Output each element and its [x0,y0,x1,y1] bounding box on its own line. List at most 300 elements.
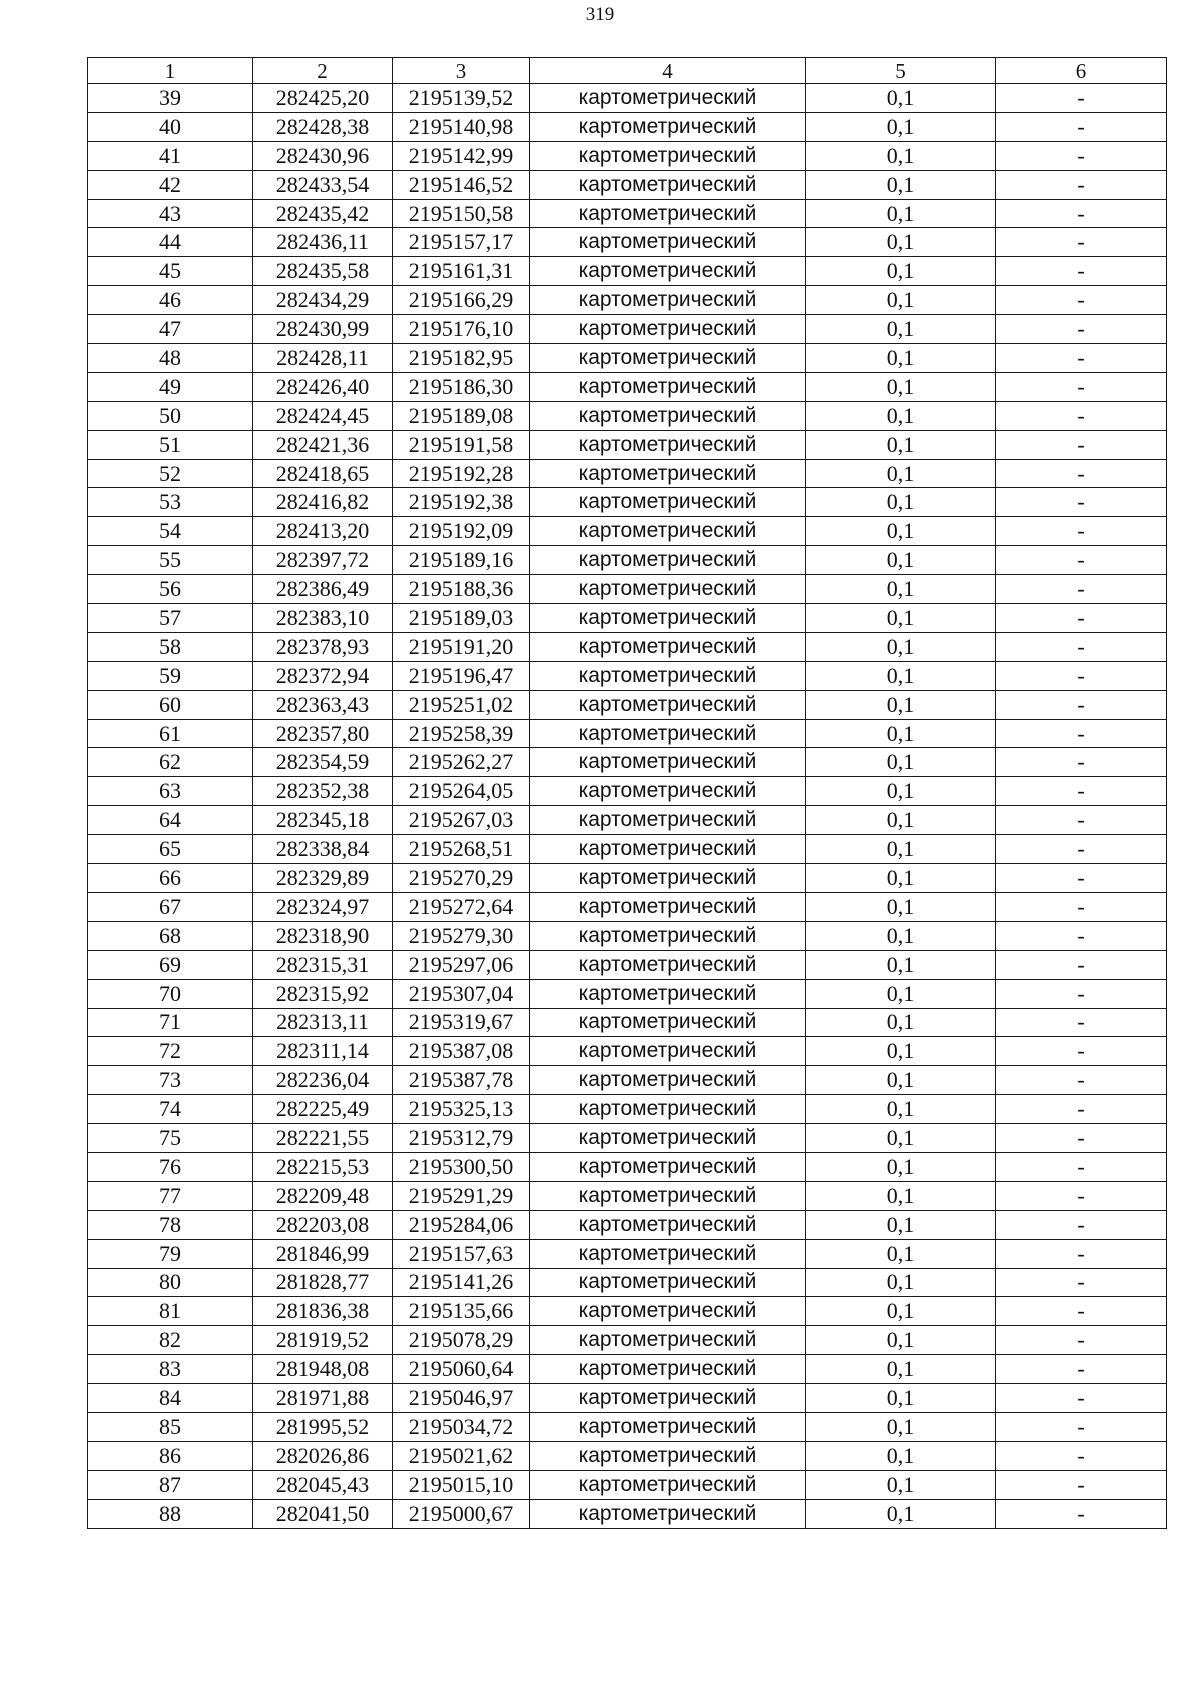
x-coordinate-cell: 281919,52 [253,1326,393,1355]
method-cell: картометрический [530,950,806,979]
method-cell: картометрический [530,719,806,748]
method-cell: картометрический [530,228,806,257]
table-row [88,430,1167,459]
x-coordinate-cell: 282413,20 [253,517,393,546]
note-cell: - [996,257,1167,286]
table-row [88,1008,1167,1037]
accuracy-cell: 0,1 [806,112,996,141]
point-number-cell: 81 [88,1297,253,1326]
accuracy-cell: 0,1 [806,1152,996,1181]
y-coordinate-cell: 2195140,98 [393,112,530,141]
x-coordinate-cell: 282435,42 [253,199,393,228]
table-row [88,604,1167,633]
accuracy-cell: 0,1 [806,921,996,950]
accuracy-cell: 0,1 [806,488,996,517]
accuracy-cell: 0,1 [806,1037,996,1066]
point-number-cell: 52 [88,459,253,488]
note-cell: - [996,141,1167,170]
accuracy-cell: 0,1 [806,1412,996,1441]
column-header-6: 6 [996,58,1167,84]
method-cell: картометрический [530,1095,806,1124]
table-row [88,488,1167,517]
x-coordinate-cell: 281846,99 [253,1239,393,1268]
point-number-cell: 62 [88,748,253,777]
accuracy-cell: 0,1 [806,1499,996,1528]
table-row [88,892,1167,921]
x-coordinate-cell: 281995,52 [253,1412,393,1441]
method-cell: картометрический [530,1499,806,1528]
note-cell: - [996,1210,1167,1239]
x-coordinate-cell: 282418,65 [253,459,393,488]
table-row [88,1239,1167,1268]
x-coordinate-cell: 282315,31 [253,950,393,979]
table-row [88,170,1167,199]
table-row [88,950,1167,979]
x-coordinate-cell: 282430,99 [253,315,393,344]
point-number-cell: 54 [88,517,253,546]
note-cell: - [996,979,1167,1008]
x-coordinate-cell: 282315,92 [253,979,393,1008]
y-coordinate-cell: 2195268,51 [393,835,530,864]
method-cell: картометрический [530,372,806,401]
method-cell: картометрический [530,141,806,170]
point-number-cell: 67 [88,892,253,921]
y-coordinate-cell: 2195150,58 [393,199,530,228]
y-coordinate-cell: 2195161,31 [393,257,530,286]
note-cell: - [996,1355,1167,1384]
method-cell: картометрический [530,806,806,835]
x-coordinate-cell: 282378,93 [253,632,393,661]
note-cell: - [996,575,1167,604]
y-coordinate-cell: 2195267,03 [393,806,530,835]
x-coordinate-cell: 281836,38 [253,1297,393,1326]
y-coordinate-cell: 2195319,67 [393,1008,530,1037]
y-coordinate-cell: 2195387,78 [393,1066,530,1095]
accuracy-cell: 0,1 [806,315,996,344]
x-coordinate-cell: 282345,18 [253,806,393,835]
y-coordinate-cell: 2195157,17 [393,228,530,257]
y-coordinate-cell: 2195176,10 [393,315,530,344]
point-number-cell: 72 [88,1037,253,1066]
method-cell: картометрический [530,1008,806,1037]
method-cell: картометрический [530,1412,806,1441]
note-cell: - [996,430,1167,459]
table-row [88,1124,1167,1153]
point-number-cell: 45 [88,257,253,286]
table-row [88,632,1167,661]
y-coordinate-cell: 2195258,39 [393,719,530,748]
y-coordinate-cell: 2195251,02 [393,690,530,719]
table-row [88,806,1167,835]
method-cell: картометрический [530,690,806,719]
point-number-cell: 83 [88,1355,253,1384]
note-cell: - [996,459,1167,488]
y-coordinate-cell: 2195297,06 [393,950,530,979]
y-coordinate-cell: 2195146,52 [393,170,530,199]
x-coordinate-cell: 282209,48 [253,1181,393,1210]
table-row [88,864,1167,893]
accuracy-cell: 0,1 [806,1355,996,1384]
x-coordinate-cell: 282435,58 [253,257,393,286]
point-number-cell: 76 [88,1152,253,1181]
x-coordinate-cell: 282357,80 [253,719,393,748]
accuracy-cell: 0,1 [806,170,996,199]
method-cell: картометрический [530,892,806,921]
note-cell: - [996,1124,1167,1153]
accuracy-cell: 0,1 [806,632,996,661]
method-cell: картометрический [530,1441,806,1470]
method-cell: картометрический [530,430,806,459]
table-row [88,315,1167,344]
y-coordinate-cell: 2195046,97 [393,1384,530,1413]
x-coordinate-cell: 282383,10 [253,604,393,633]
method-cell: картометрический [530,1470,806,1499]
accuracy-cell: 0,1 [806,777,996,806]
x-coordinate-cell: 282045,43 [253,1470,393,1499]
method-cell: картометрический [530,1066,806,1095]
method-cell: картометрический [530,199,806,228]
method-cell: картометрический [530,1384,806,1413]
x-coordinate-cell: 282428,38 [253,112,393,141]
point-number-cell: 69 [88,950,253,979]
x-coordinate-cell: 282428,11 [253,344,393,373]
table-row [88,575,1167,604]
method-cell: картометрический [530,661,806,690]
method-cell: картометрический [530,1355,806,1384]
method-cell: картометрический [530,257,806,286]
table-row [88,344,1167,373]
y-coordinate-cell: 2195142,99 [393,141,530,170]
note-cell: - [996,1037,1167,1066]
x-coordinate-cell: 282026,86 [253,1441,393,1470]
table-row [88,1470,1167,1499]
x-coordinate-cell: 282311,14 [253,1037,393,1066]
y-coordinate-cell: 2195078,29 [393,1326,530,1355]
note-cell: - [996,690,1167,719]
y-coordinate-cell: 2195182,95 [393,344,530,373]
note-cell: - [996,604,1167,633]
note-cell: - [996,199,1167,228]
note-cell: - [996,1297,1167,1326]
x-coordinate-cell: 282203,08 [253,1210,393,1239]
table-row [88,1181,1167,1210]
method-cell: картометрический [530,979,806,1008]
accuracy-cell: 0,1 [806,141,996,170]
y-coordinate-cell: 2195191,58 [393,430,530,459]
point-number-cell: 75 [88,1124,253,1153]
point-number-cell: 47 [88,315,253,344]
point-number-cell: 88 [88,1499,253,1528]
y-coordinate-cell: 2195300,50 [393,1152,530,1181]
point-number-cell: 78 [88,1210,253,1239]
x-coordinate-cell: 282324,97 [253,892,393,921]
accuracy-cell: 0,1 [806,517,996,546]
note-cell: - [996,1239,1167,1268]
point-number-cell: 64 [88,806,253,835]
point-number-cell: 63 [88,777,253,806]
point-number-cell: 84 [88,1384,253,1413]
accuracy-cell: 0,1 [806,748,996,777]
note-cell: - [996,864,1167,893]
point-number-cell: 58 [88,632,253,661]
x-coordinate-cell: 282426,40 [253,372,393,401]
x-coordinate-cell: 282352,38 [253,777,393,806]
note-cell: - [996,286,1167,315]
note-cell: - [996,1152,1167,1181]
method-cell: картометрический [530,604,806,633]
column-header-5: 5 [806,58,996,84]
accuracy-cell: 0,1 [806,835,996,864]
note-cell: - [996,401,1167,430]
note-cell: - [996,1095,1167,1124]
table-row [88,690,1167,719]
table-row [88,1441,1167,1470]
note-cell: - [996,1066,1167,1095]
accuracy-cell: 0,1 [806,199,996,228]
y-coordinate-cell: 2195192,38 [393,488,530,517]
method-cell: картометрический [530,1037,806,1066]
x-coordinate-cell: 282434,29 [253,286,393,315]
note-cell: - [996,488,1167,517]
table-row [88,1412,1167,1441]
note-cell: - [996,1268,1167,1297]
y-coordinate-cell: 2195270,29 [393,864,530,893]
y-coordinate-cell: 2195307,04 [393,979,530,1008]
table-row [88,835,1167,864]
table-row [88,1355,1167,1384]
method-cell: картометрический [530,1297,806,1326]
y-coordinate-cell: 2195279,30 [393,921,530,950]
point-number-cell: 53 [88,488,253,517]
method-cell: картометрический [530,1124,806,1153]
accuracy-cell: 0,1 [806,604,996,633]
point-number-cell: 66 [88,864,253,893]
accuracy-cell: 0,1 [806,1095,996,1124]
method-cell: картометрический [530,1326,806,1355]
table-row [88,546,1167,575]
y-coordinate-cell: 2195291,29 [393,1181,530,1210]
note-cell: - [996,84,1167,113]
x-coordinate-cell: 282397,72 [253,546,393,575]
accuracy-cell: 0,1 [806,719,996,748]
point-number-cell: 71 [88,1008,253,1037]
x-coordinate-cell: 282430,96 [253,141,393,170]
note-cell: - [996,344,1167,373]
note-cell: - [996,921,1167,950]
table-header-row [88,58,1167,84]
y-coordinate-cell: 2195196,47 [393,661,530,690]
table-row [88,401,1167,430]
x-coordinate-cell: 282354,59 [253,748,393,777]
accuracy-cell: 0,1 [806,892,996,921]
point-number-cell: 79 [88,1239,253,1268]
point-number-cell: 48 [88,344,253,373]
y-coordinate-cell: 2195139,52 [393,84,530,113]
accuracy-cell: 0,1 [806,806,996,835]
point-number-cell: 65 [88,835,253,864]
note-cell: - [996,777,1167,806]
x-coordinate-cell: 282215,53 [253,1152,393,1181]
point-number-cell: 42 [88,170,253,199]
accuracy-cell: 0,1 [806,372,996,401]
y-coordinate-cell: 2195387,08 [393,1037,530,1066]
table-row [88,1297,1167,1326]
method-cell: картометрический [530,1210,806,1239]
y-coordinate-cell: 2195000,67 [393,1499,530,1528]
x-coordinate-cell: 282338,84 [253,835,393,864]
y-coordinate-cell: 2195264,05 [393,777,530,806]
method-cell: картометрический [530,921,806,950]
x-coordinate-cell: 282436,11 [253,228,393,257]
accuracy-cell: 0,1 [806,864,996,893]
table-row [88,1210,1167,1239]
x-coordinate-cell: 282225,49 [253,1095,393,1124]
method-cell: картометрический [530,84,806,113]
table-row [88,517,1167,546]
y-coordinate-cell: 2195135,66 [393,1297,530,1326]
x-coordinate-cell: 282386,49 [253,575,393,604]
x-coordinate-cell: 281971,88 [253,1384,393,1413]
accuracy-cell: 0,1 [806,546,996,575]
accuracy-cell: 0,1 [806,1297,996,1326]
accuracy-cell: 0,1 [806,1239,996,1268]
point-number-cell: 85 [88,1412,253,1441]
table-row [88,1066,1167,1095]
table-row [88,719,1167,748]
note-cell: - [996,228,1167,257]
accuracy-cell: 0,1 [806,257,996,286]
accuracy-cell: 0,1 [806,401,996,430]
y-coordinate-cell: 2195186,30 [393,372,530,401]
column-header-4: 4 [530,58,806,84]
accuracy-cell: 0,1 [806,228,996,257]
method-cell: картометрический [530,286,806,315]
x-coordinate-cell: 282236,04 [253,1066,393,1095]
table-row [88,141,1167,170]
note-cell: - [996,661,1167,690]
coordinates-table [87,57,1167,1529]
column-header-2: 2 [253,58,393,84]
y-coordinate-cell: 2195141,26 [393,1268,530,1297]
method-cell: картометрический [530,777,806,806]
page-number: 319 [585,4,615,25]
table-row [88,1499,1167,1528]
point-number-cell: 77 [88,1181,253,1210]
y-coordinate-cell: 2195272,64 [393,892,530,921]
point-number-cell: 74 [88,1095,253,1124]
point-number-cell: 49 [88,372,253,401]
method-cell: картометрический [530,1152,806,1181]
method-cell: картометрический [530,835,806,864]
accuracy-cell: 0,1 [806,1326,996,1355]
point-number-cell: 70 [88,979,253,1008]
method-cell: картометрический [530,517,806,546]
y-coordinate-cell: 2195192,28 [393,459,530,488]
table-row [88,286,1167,315]
note-cell: - [996,1384,1167,1413]
method-cell: картометрический [530,1239,806,1268]
method-cell: картометрический [530,170,806,199]
method-cell: картометрический [530,1268,806,1297]
x-coordinate-cell: 282318,90 [253,921,393,950]
table-row [88,748,1167,777]
accuracy-cell: 0,1 [806,1066,996,1095]
point-number-cell: 43 [88,199,253,228]
table-row [88,459,1167,488]
table-row [88,1037,1167,1066]
point-number-cell: 50 [88,401,253,430]
point-number-cell: 68 [88,921,253,950]
y-coordinate-cell: 2195189,08 [393,401,530,430]
method-cell: картометрический [530,575,806,604]
x-coordinate-cell: 282425,20 [253,84,393,113]
y-coordinate-cell: 2195192,09 [393,517,530,546]
note-cell: - [996,632,1167,661]
note-cell: - [996,1326,1167,1355]
table-row [88,1095,1167,1124]
point-number-cell: 82 [88,1326,253,1355]
accuracy-cell: 0,1 [806,286,996,315]
note-cell: - [996,546,1167,575]
x-coordinate-cell: 282221,55 [253,1124,393,1153]
accuracy-cell: 0,1 [806,1441,996,1470]
accuracy-cell: 0,1 [806,1384,996,1413]
column-header-1: 1 [88,58,253,84]
point-number-cell: 51 [88,430,253,459]
y-coordinate-cell: 2195166,29 [393,286,530,315]
note-cell: - [996,1470,1167,1499]
y-coordinate-cell: 2195325,13 [393,1095,530,1124]
note-cell: - [996,1008,1167,1037]
x-coordinate-cell: 282313,11 [253,1008,393,1037]
note-cell: - [996,372,1167,401]
point-number-cell: 57 [88,604,253,633]
point-number-cell: 56 [88,575,253,604]
point-number-cell: 44 [88,228,253,257]
point-number-cell: 73 [88,1066,253,1095]
y-coordinate-cell: 2195189,03 [393,604,530,633]
table-row [88,84,1167,113]
note-cell: - [996,315,1167,344]
accuracy-cell: 0,1 [806,690,996,719]
accuracy-cell: 0,1 [806,575,996,604]
note-cell: - [996,170,1167,199]
accuracy-cell: 0,1 [806,1470,996,1499]
method-cell: картометрический [530,632,806,661]
table-row [88,228,1167,257]
method-cell: картометрический [530,344,806,373]
table-row [88,372,1167,401]
table-row [88,1384,1167,1413]
table-row [88,257,1167,286]
table-row [88,1268,1167,1297]
note-cell: - [996,1499,1167,1528]
accuracy-cell: 0,1 [806,459,996,488]
y-coordinate-cell: 2195191,20 [393,632,530,661]
y-coordinate-cell: 2195034,72 [393,1412,530,1441]
method-cell: картометрический [530,488,806,517]
x-coordinate-cell: 282433,54 [253,170,393,199]
point-number-cell: 40 [88,112,253,141]
table-row [88,1152,1167,1181]
point-number-cell: 87 [88,1470,253,1499]
point-number-cell: 86 [88,1441,253,1470]
point-number-cell: 55 [88,546,253,575]
point-number-cell: 39 [88,84,253,113]
note-cell: - [996,748,1167,777]
point-number-cell: 41 [88,141,253,170]
accuracy-cell: 0,1 [806,1268,996,1297]
